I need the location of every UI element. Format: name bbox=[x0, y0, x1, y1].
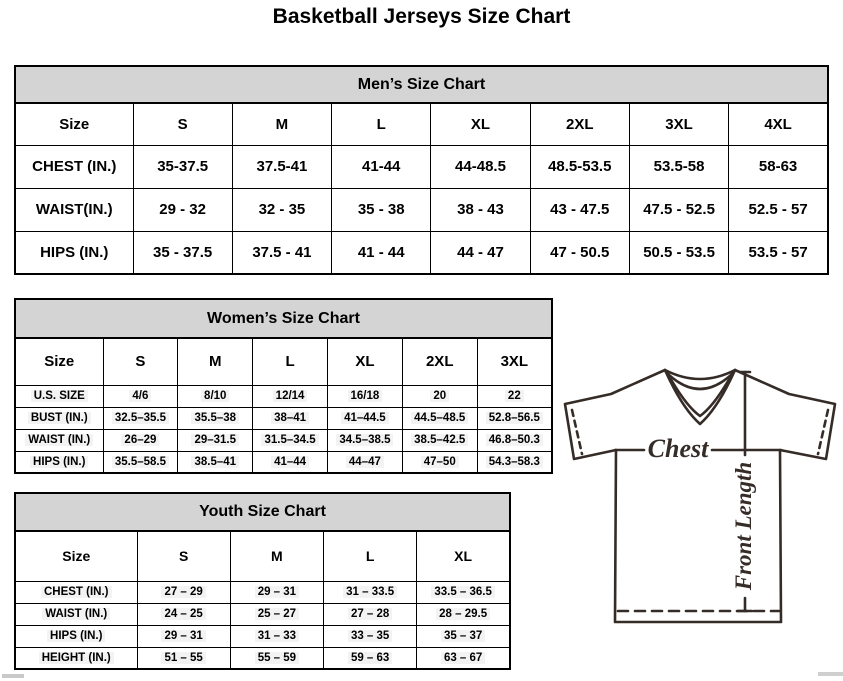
women-data-row bbox=[15, 429, 552, 451]
youth-cell-text: 29 – 31 bbox=[255, 586, 299, 598]
left-cuff-dashed-seam bbox=[572, 410, 582, 454]
youth-cell-text: 51 – 55 bbox=[161, 652, 205, 664]
youth-size-header-row bbox=[15, 531, 510, 581]
youth-cell-text: 63 – 67 bbox=[441, 652, 485, 664]
men-row-label: CHEST (IN.) bbox=[15, 145, 133, 188]
youth-cell-text: 24 – 25 bbox=[161, 608, 205, 620]
women-row-label bbox=[15, 407, 103, 429]
men-cell: 38 - 43 bbox=[431, 188, 530, 231]
men-size-header-row bbox=[15, 103, 828, 145]
women-cell bbox=[402, 451, 477, 473]
women-cell bbox=[477, 429, 552, 451]
youth-table-title-row bbox=[15, 493, 510, 531]
men-cell: 35 - 38 bbox=[332, 188, 431, 231]
men-cell: 53.5 - 57 bbox=[729, 231, 828, 274]
women-row-label-text: BUST (IN.) bbox=[28, 412, 91, 424]
women-cell bbox=[103, 385, 178, 407]
women-cell bbox=[253, 385, 328, 407]
men-cell: 29 - 32 bbox=[133, 188, 232, 231]
women-cell bbox=[103, 407, 178, 429]
youth-cell bbox=[417, 581, 510, 603]
women-cell bbox=[477, 407, 552, 429]
women-cell bbox=[253, 407, 328, 429]
women-cell-text: 38–41 bbox=[271, 412, 309, 424]
youth-row-label-text: HIPS (IN.) bbox=[47, 630, 105, 642]
women-cell-text: 38.5–42.5 bbox=[411, 434, 468, 446]
women-cell bbox=[402, 385, 477, 407]
youth-col-header: L bbox=[324, 531, 417, 581]
women-cell bbox=[327, 429, 402, 451]
women-cell bbox=[253, 451, 328, 473]
women-cell-text: 22 bbox=[505, 390, 524, 402]
women-cell bbox=[178, 429, 253, 451]
youth-cell-text: 28 – 29.5 bbox=[436, 608, 490, 620]
youth-row-label-text: CHEST (IN.) bbox=[41, 586, 112, 598]
youth-cell-text: 59 – 63 bbox=[348, 652, 392, 664]
youth-row-label bbox=[15, 603, 137, 625]
youth-cell-text: 31 – 33 bbox=[255, 630, 299, 642]
women-cell bbox=[103, 429, 178, 451]
men-cell: 50.5 - 53.5 bbox=[629, 231, 728, 274]
men-col-header: Size bbox=[15, 103, 133, 145]
men-cell: 52.5 - 57 bbox=[729, 188, 828, 231]
women-cell-text: 4/6 bbox=[129, 390, 151, 402]
men-col-header: S bbox=[133, 103, 232, 145]
men-row-label: WAIST(IN.) bbox=[15, 188, 133, 231]
men-data-row bbox=[15, 188, 828, 231]
youth-cell-text: 25 – 27 bbox=[255, 608, 299, 620]
women-cell-text: 35.5–38 bbox=[191, 412, 239, 424]
youth-col-header: M bbox=[230, 531, 323, 581]
women-cell-text: 16/18 bbox=[348, 390, 383, 402]
women-col-header: 2XL bbox=[402, 338, 477, 385]
jersey-measurement-diagram bbox=[558, 360, 842, 676]
youth-cell bbox=[230, 625, 323, 647]
youth-col-header: S bbox=[137, 531, 230, 581]
men-cell: 41-44 bbox=[332, 145, 431, 188]
women-cell-text: 34.5–38.5 bbox=[336, 434, 393, 446]
youth-cell bbox=[324, 581, 417, 603]
men-table-title-row bbox=[15, 66, 828, 103]
men-cell: 44-48.5 bbox=[431, 145, 530, 188]
youth-cell-text: 33.5 – 36.5 bbox=[431, 586, 495, 598]
youth-size-chart-table bbox=[14, 492, 511, 670]
youth-cell-text: 33 – 35 bbox=[348, 630, 392, 642]
women-cell-text: 26–29 bbox=[121, 434, 159, 446]
youth-cell-text: 27 – 28 bbox=[348, 608, 392, 620]
women-row-label-text: U.S. SIZE bbox=[31, 390, 88, 402]
horizontal-scrollbar-thumb-right[interactable] bbox=[818, 672, 843, 676]
men-cell: 41 - 44 bbox=[332, 231, 431, 274]
right-cuff-dashed-seam bbox=[818, 410, 828, 454]
women-cell-text: 47–50 bbox=[421, 456, 459, 468]
men-row-label: HIPS (IN.) bbox=[15, 231, 133, 274]
women-cell-text: 29–31.5 bbox=[191, 434, 239, 446]
women-cell-text: 31.5–34.5 bbox=[261, 434, 318, 446]
youth-cell bbox=[230, 603, 323, 625]
women-cell-text: 46.8–50.3 bbox=[486, 434, 543, 446]
youth-cell bbox=[324, 647, 417, 669]
men-col-header: L bbox=[332, 103, 431, 145]
women-cell bbox=[327, 407, 402, 429]
youth-cell bbox=[230, 581, 323, 603]
women-cell-text: 54.3–58.3 bbox=[486, 456, 543, 468]
women-col-header: L bbox=[253, 338, 328, 385]
women-cell bbox=[402, 407, 477, 429]
youth-row-label bbox=[15, 625, 137, 647]
youth-cell bbox=[137, 581, 230, 603]
women-size-header-row bbox=[15, 338, 552, 385]
jersey-collar bbox=[665, 370, 735, 379]
youth-col-header: XL bbox=[417, 531, 510, 581]
women-row-label bbox=[15, 385, 103, 407]
youth-data-row bbox=[15, 603, 510, 625]
women-cell bbox=[327, 385, 402, 407]
horizontal-scrollbar-thumb-left[interactable] bbox=[2, 674, 24, 678]
men-cell: 43 - 47.5 bbox=[530, 188, 629, 231]
men-col-header: M bbox=[232, 103, 331, 145]
men-col-header: 4XL bbox=[729, 103, 828, 145]
women-row-label bbox=[15, 429, 103, 451]
men-cell: 53.5-58 bbox=[629, 145, 728, 188]
page-title: Basketball Jerseys Size Chart bbox=[272, 5, 571, 28]
women-cell bbox=[477, 385, 552, 407]
youth-cell bbox=[417, 647, 510, 669]
women-col-header: XL bbox=[327, 338, 402, 385]
youth-cell bbox=[417, 603, 510, 625]
women-col-header: Size bbox=[15, 338, 103, 385]
men-cell: 47 - 50.5 bbox=[530, 231, 629, 274]
men-cell: 48.5-53.5 bbox=[530, 145, 629, 188]
women-cell-text: 32.5–35.5 bbox=[112, 412, 169, 424]
youth-col-header: Size bbox=[15, 531, 137, 581]
women-cell bbox=[477, 451, 552, 473]
men-table-title: Men’s Size Chart bbox=[15, 66, 828, 103]
youth-cell bbox=[137, 603, 230, 625]
men-col-header: 3XL bbox=[629, 103, 728, 145]
youth-data-row bbox=[15, 625, 510, 647]
men-cell: 44 - 47 bbox=[431, 231, 530, 274]
women-cell bbox=[402, 429, 477, 451]
men-data-row bbox=[15, 145, 828, 188]
mens-size-chart-table bbox=[14, 65, 829, 275]
women-data-row bbox=[15, 385, 552, 407]
women-data-row bbox=[15, 407, 552, 429]
youth-row-label-text: HEIGHT (IN.) bbox=[39, 652, 114, 664]
men-cell: 58-63 bbox=[729, 145, 828, 188]
women-cell-text: 35.5–58.5 bbox=[112, 456, 169, 468]
women-cell-text: 12/14 bbox=[273, 390, 308, 402]
women-cell-text: 52.8–56.5 bbox=[486, 412, 543, 424]
youth-cell bbox=[137, 647, 230, 669]
men-cell: 47.5 - 52.5 bbox=[629, 188, 728, 231]
youth-cell-text: 27 – 29 bbox=[161, 586, 205, 598]
women-col-header: M bbox=[178, 338, 253, 385]
men-cell: 37.5 - 41 bbox=[232, 231, 331, 274]
youth-cell-text: 35 – 37 bbox=[441, 630, 485, 642]
youth-table-title: Youth Size Chart bbox=[15, 493, 510, 531]
women-table-title: Women’s Size Chart bbox=[15, 299, 552, 338]
men-cell: 37.5-41 bbox=[232, 145, 331, 188]
women-table-title-row bbox=[15, 299, 552, 338]
front-length-label: Front Length bbox=[731, 461, 756, 591]
youth-cell bbox=[324, 603, 417, 625]
youth-cell bbox=[417, 625, 510, 647]
men-cell: 35-37.5 bbox=[133, 145, 232, 188]
women-cell bbox=[253, 429, 328, 451]
women-row-label bbox=[15, 451, 103, 473]
women-cell bbox=[178, 451, 253, 473]
men-data-row bbox=[15, 231, 828, 274]
women-cell-text: 41–44 bbox=[271, 456, 309, 468]
youth-row-label bbox=[15, 581, 137, 603]
women-cell-text: 41–44.5 bbox=[341, 412, 389, 424]
youth-cell bbox=[230, 647, 323, 669]
youth-cell-text: 29 – 31 bbox=[161, 630, 205, 642]
women-cell-text: 8/10 bbox=[201, 390, 229, 402]
youth-data-row bbox=[15, 647, 510, 669]
women-row-label-text: HIPS (IN.) bbox=[30, 456, 88, 468]
youth-data-row bbox=[15, 581, 510, 603]
women-col-header: 3XL bbox=[477, 338, 552, 385]
jersey-outline-icon bbox=[558, 360, 842, 676]
youth-cell-text: 55 – 59 bbox=[255, 652, 299, 664]
youth-row-label-text: WAIST (IN.) bbox=[42, 608, 110, 620]
men-col-header: XL bbox=[431, 103, 530, 145]
women-cell-text: 44–47 bbox=[346, 456, 384, 468]
women-row-label-text: WAIST (IN.) bbox=[25, 434, 93, 446]
youth-row-label bbox=[15, 647, 137, 669]
women-cell bbox=[103, 451, 178, 473]
women-cell bbox=[178, 407, 253, 429]
men-cell: 35 - 37.5 bbox=[133, 231, 232, 274]
women-col-header: S bbox=[103, 338, 178, 385]
women-cell-text: 20 bbox=[430, 390, 449, 402]
men-col-header: 2XL bbox=[530, 103, 629, 145]
women-cell bbox=[178, 385, 253, 407]
women-cell-text: 38.5–41 bbox=[191, 456, 239, 468]
chest-label: Chest bbox=[647, 434, 709, 463]
jersey-body-outline bbox=[565, 370, 835, 622]
men-cell: 32 - 35 bbox=[232, 188, 331, 231]
womens-size-chart-table bbox=[14, 298, 553, 474]
youth-cell-text: 31 – 33.5 bbox=[343, 586, 397, 598]
youth-cell bbox=[137, 625, 230, 647]
women-data-row bbox=[15, 451, 552, 473]
women-cell bbox=[327, 451, 402, 473]
women-cell-text: 44.5–48.5 bbox=[411, 412, 468, 424]
youth-cell bbox=[324, 625, 417, 647]
